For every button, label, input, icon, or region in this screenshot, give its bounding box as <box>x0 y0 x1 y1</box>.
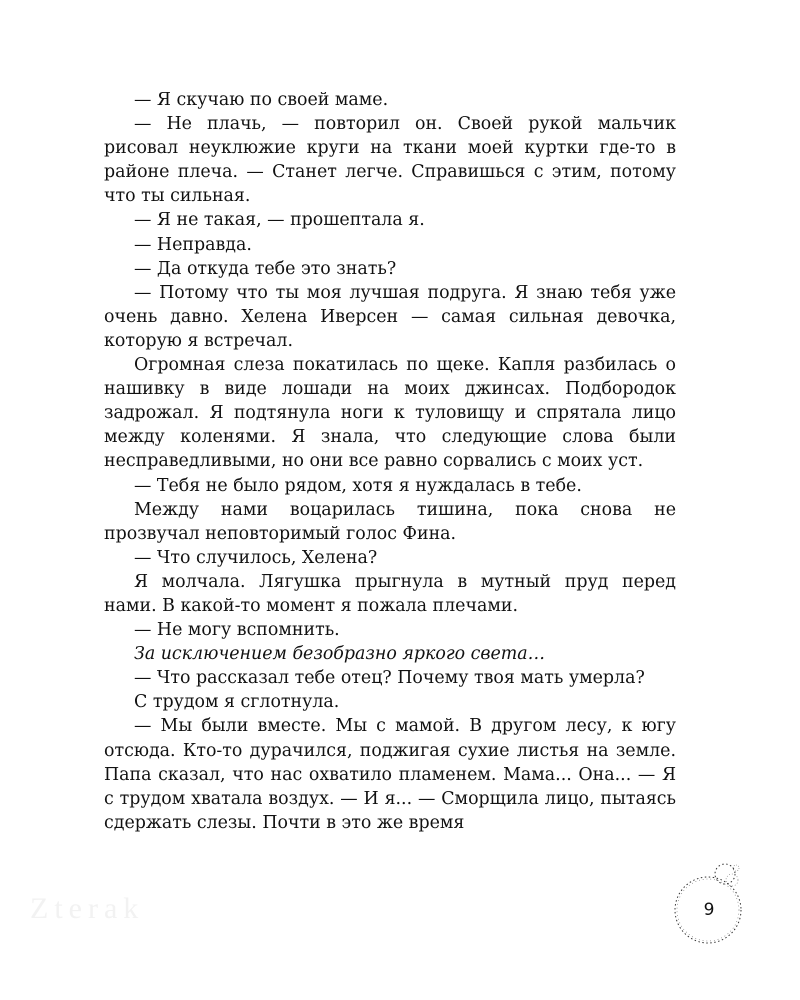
italic-paragraph: За исключением безобразно яркого света… <box>134 644 546 665</box>
paragraph: Огромная слеза покатилась по щеке. Капля разбилась о нашивку в виде лошади на моих джинсах. Подбородок задрожал. Я подтянула ноги к туловищу и спрятала лицо между коленями. Я знала, что следующие слова были несправедливыми, но они все равно сорвались с моих уст. <box>104 355 676 472</box>
paragraph: — Неправда. <box>134 234 252 255</box>
paragraph: — Потому что ты моя лучшая подруга. Я знаю тебя уже очень давно. Хелена Иверсен — самая сильная девочка, которую я встречал. <box>104 282 676 351</box>
paragraph: — Что случилось, Хелена? <box>134 547 378 568</box>
paragraph: Между нами воцарилась тишина, пока снова не прозвучал неповторимый голос Фина. <box>104 499 676 544</box>
paragraph: — Да откуда тебе это знать? <box>134 258 397 279</box>
paragraph: — Я не такая, — прошептала я. <box>134 210 425 231</box>
paragraph: — Не могу вспомнить. <box>134 620 340 641</box>
paragraph: — Мы были вместе. Мы с мамой. В другом лесу, к югу отсюда. Кто-то дурачился, поджигая сухие листья на земле. Папа сказал, что нас охватило пламенем. Мама... Она... — Я с трудом хватала воздух. — И я... — Сморщила лицо, пытаясь сдержать слезы. Почти в это же время <box>104 716 676 833</box>
page-number: 9 <box>703 900 715 920</box>
paragraph: — Не плачь, — повторил он. Своей рукой мальчик рисовал неуклюжие круги на ткани моей куртки где-то в районе плеча. — Станет легче. Справишься с этим, потому что ты сильная. <box>104 114 676 207</box>
body-text <box>104 88 676 835</box>
page-number-badge <box>670 858 750 948</box>
paragraph: Я молчала. Лягушка прыгнула в мутный пруд перед нами. В какой-то момент я пожала плечами. <box>104 571 676 616</box>
watermark: Zterak <box>30 892 145 925</box>
paragraph: — Тебя не было рядом, хотя я нуждалась в тебе. <box>134 475 582 496</box>
paragraph: С трудом я сглотнула. <box>134 692 340 713</box>
paragraph: — Что рассказал тебе отец? Почему твоя мать умерла? <box>134 668 645 689</box>
paragraph: — Я скучаю по своей маме. <box>134 90 389 110</box>
